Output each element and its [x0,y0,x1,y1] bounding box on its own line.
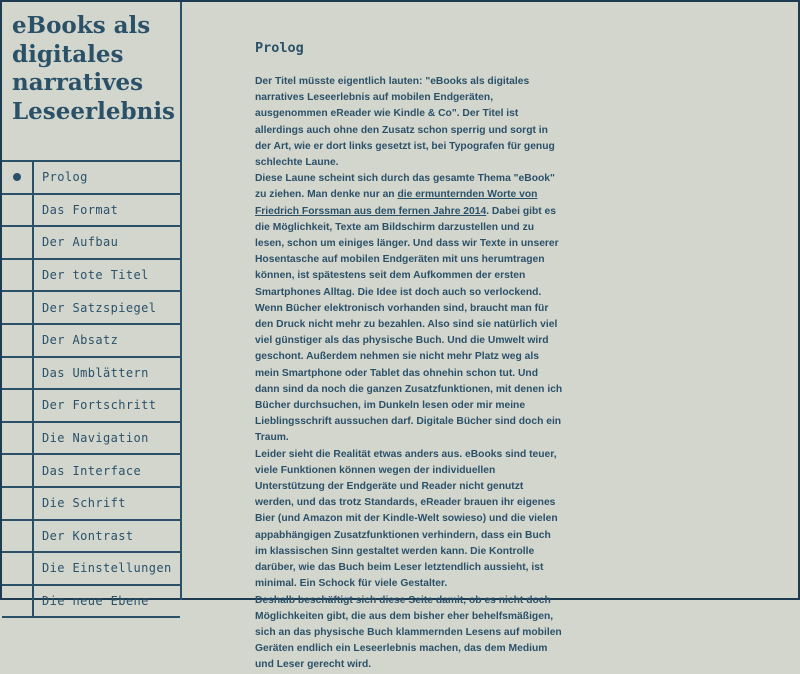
chapter-navigation [2,162,180,618]
nav-item[interactable] [2,325,180,358]
nav-item-label: Die Schrift [42,496,126,511]
nav-item[interactable] [2,260,180,293]
nav-item-label: Die neue Ebene [42,594,149,609]
paragraph-4: Deshalb beschäftigt sich diese Seite damit, ob es nicht doch Möglichkeiten gibt, die aus dem bisher eher behelfsmäßigen, sich an das physische Buch klammernden Lesens auf mobilen Geräten endlich ein Leseerlebnis machen, das dem Medium und Leser gerecht wird. [255,594,562,671]
nav-item-label: Das Format [42,202,119,217]
nav-item-marker [2,292,34,323]
nav-item[interactable] [2,423,180,456]
nav-item[interactable] [2,292,180,325]
nav-item-label: Das Interface [42,463,142,478]
nav-item[interactable] [2,586,180,619]
nav-item[interactable] [2,390,180,423]
nav-item-marker [2,586,34,617]
paragraph-2-end: . Dabei gibt es die Möglichkeit, Texte am Bildschirm darzustellen und zu lesen, schon um einiges länger. Und dass wir Texte in unserer Hosentasche auf mobilen Endgeräten mit uns herumtragen können, ist spätestens seit dem Aufkommen der ersten Smartphones Alltag. Die Idee ist doch auch so verlockend. Wenn Bücher elektronisch vorhanden sind, braucht man für den Druck nicht mehr zu bezahlen. Also sind sie natürlich viel viel günstiger als das physische Buch. Und die Umwelt wird geschont. Außerdem nehmen sie nicht mehr Platz weg als mein Smartphone oder Tablet das ohnehin schon tut. Und dann sind da noch die ganzen Zusatzfunktionen, mit denen ich Bücher durchsuchen, im Dunkeln lesen oder mir meine Lieblingsschrift aussuchen darf. Digitale Bücher sind doch ein Traum. [255,205,563,444]
nav-item-label: Die Einstellungen [42,561,172,576]
nav-item[interactable] [2,455,180,488]
nav-item-marker [2,260,34,291]
paragraph-1: Der Titel müsste eigentlich lauten: "eBooks als digitales narratives Leseerlebnis auf mobilen Endgeräten, ausgenommen eReader wie Kindle & Co". Der Titel ist allerdings auch ohne den Zusatz schon sperrig und sorgt in der Art, wie er dort links gesetzt ist, bei Typografen für genug schlechte Laune. [255,76,555,169]
nav-item-marker [2,488,34,519]
nav-item-label: Der Fortschritt [42,398,157,413]
nav-item-label: Der tote Titel [42,268,149,283]
sidebar [2,2,182,609]
paragraph-2-start: Diese Laune scheint sich durch das gesamte Thema "eBook" zu ziehen. Man denke nur an [255,173,555,201]
nav-item[interactable] [2,195,180,228]
nav-item-marker [2,423,34,454]
nav-item-label: Die Navigation [42,431,149,446]
nav-item-label: Das Umblättern [42,365,149,380]
site-title[interactable]: eBooks als digitales narratives Leseerlebnis [2,2,180,162]
nav-item-marker [2,227,34,258]
nav-item[interactable] [2,521,180,554]
nav-item-marker [2,455,34,486]
nav-item-marker [2,553,34,584]
nav-item-marker [2,521,34,552]
nav-item-marker [2,325,34,356]
paragraph-2 [255,171,565,446]
main-content [255,40,565,674]
forssman-link[interactable]: die ermunternden Worte von Friedrich Forssman aus dem fernen Jahre 2014 [255,189,538,217]
nav-item-marker [2,195,34,226]
nav-item-label: Der Kontrast [42,528,134,543]
nav-item[interactable] [2,553,180,586]
nav-item-marker [2,358,34,389]
nav-item-marker [2,162,34,193]
nav-item[interactable] [2,488,180,521]
paragraph-3: Leider sieht die Realität etwas anders aus. eBooks sind teuer, viele Funktionen können wegen der individuellen Unterstützung der Endgeräte und Reader nicht genutzt werden, und das trotz Standards, eReader brauen ihr eigenes Bier (und Amazon mit der Kindle-Welt sowieso) und die vielen appabhängigen Zusatzfunktionen verhindern, dass ein Buch im klassischen Sinn gestaltet werden kann. Die Kontrolle darüber, wie das Buch beim Leser letztendlich aussieht, ist minimal. Ein Schock für viele Gestalter. [255,448,558,590]
nav-item[interactable] [2,227,180,260]
nav-item-label: Der Aufbau [42,235,119,250]
article-heading: Prolog [255,40,304,56]
nav-item[interactable] [2,358,180,391]
active-dot-icon [13,173,21,181]
nav-item-label: Der Absatz [42,333,119,348]
nav-item[interactable] [2,162,180,195]
nav-item-label: Prolog [42,170,88,185]
nav-item-label: Der Satzspiegel [42,300,157,315]
nav-item-marker [2,390,34,421]
